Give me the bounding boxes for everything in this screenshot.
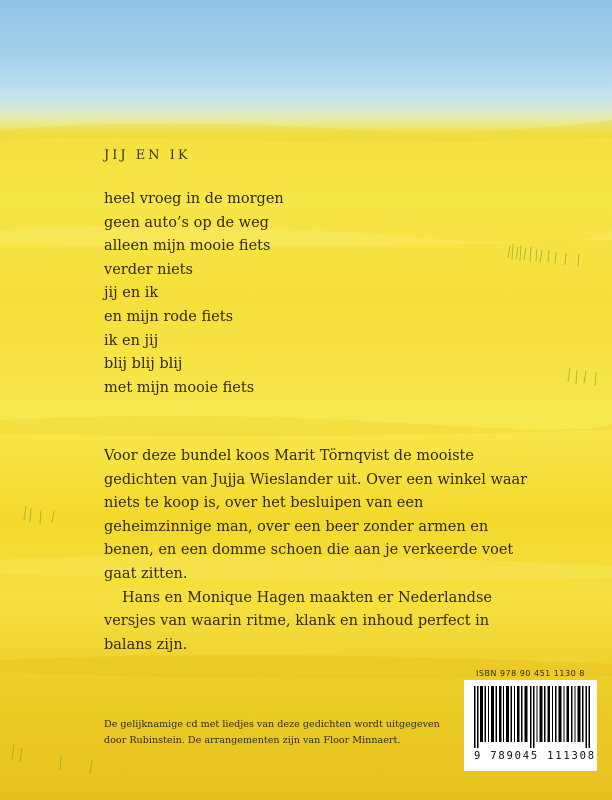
barcode-number: 9 789045 111308	[474, 750, 596, 762]
cd-footnote: De gelijknamige cd met liedjes van deze gedichten wordt uitgegeven door Rubinstein. De arrangementen zijn van Floor Minnaert.	[104, 719, 440, 746]
poem-line: en mijn rode fiets	[104, 308, 234, 325]
poem-line: geen auto’s op de weg	[104, 214, 269, 231]
poem-line: blij blij blij	[104, 356, 183, 373]
barcode-bars-icon	[474, 686, 590, 748]
barcode	[464, 680, 597, 771]
blurb-paragraph: Voor deze bundel koos Marit Törnqvist de mooiste gedichten van Jujja Wieslander uit. Over een winkel waar niets te koop is, over het besluipen van een geheimzinnige man, over een beer zonder armen en benen, en een domme schoen die aan je verkeerde voet gaat zitten.	[104, 448, 528, 582]
poem-text	[104, 188, 404, 400]
poem-line: ik en jij	[104, 332, 159, 349]
poem-line: heel vroeg in de morgen	[104, 191, 284, 207]
poem-line: alleen mijn mooie fiets	[104, 238, 271, 255]
poem-line: jij en ik	[104, 285, 159, 302]
poem-line: verder niets	[104, 261, 193, 278]
isbn-label: ISBN 978 90 451 1130 8	[476, 669, 585, 678]
poem-line: met mijn mooie fiets	[104, 379, 255, 396]
blurb-paragraph: Hans en Monique Hagen maakten er Nederlandse versjes van waarin ritme, klank en inhoud perfect in balans zijn.	[104, 589, 492, 653]
book-blurb	[104, 445, 534, 657]
poem-title: JIJ EN IK	[104, 148, 191, 163]
